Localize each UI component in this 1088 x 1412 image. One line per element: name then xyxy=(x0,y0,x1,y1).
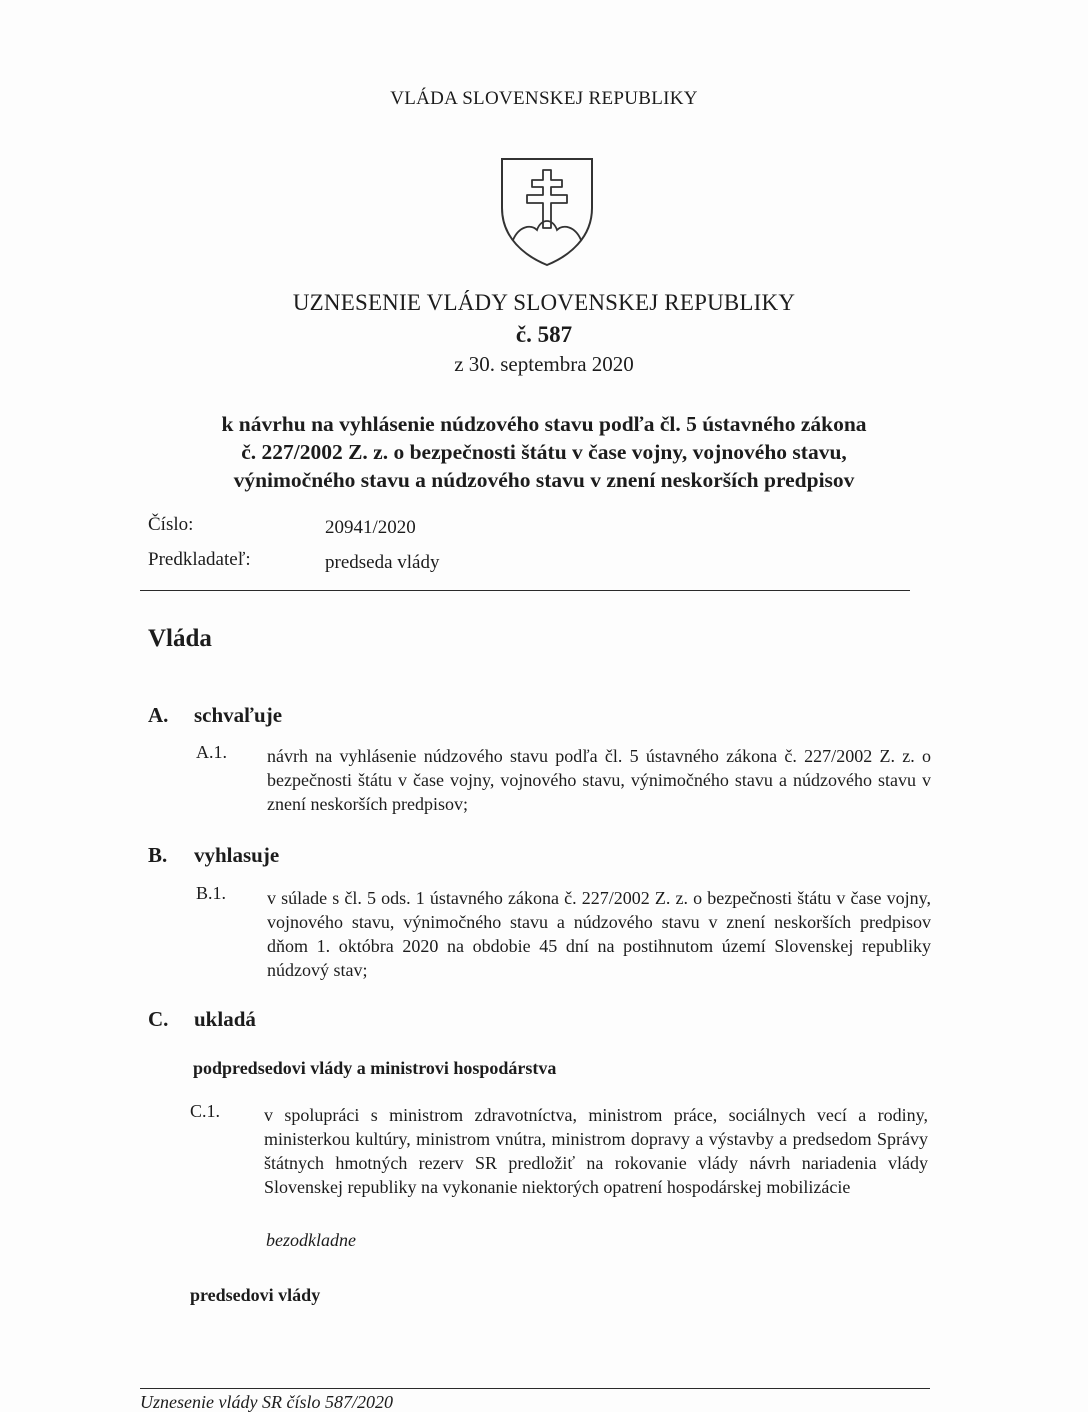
item-c1-deadline: bezodkladne xyxy=(266,1230,356,1250)
resolution-date: z 30. septembra 2020 xyxy=(454,352,634,376)
document-header: VLÁDA SLOVENSKEJ REPUBLIKY xyxy=(390,88,698,109)
section-a-title: schvaľuje xyxy=(194,703,283,727)
header-divider xyxy=(140,590,910,591)
footer-divider xyxy=(140,1388,930,1389)
section-c-letter: C. xyxy=(148,1007,169,1031)
cislo-label: Číslo: xyxy=(148,514,194,535)
subject-line: k návrhu na vyhlásenie núdzového stavu podľa čl. 5 ústavného zákona xyxy=(221,412,867,436)
slovak-coat-of-arms-icon xyxy=(499,156,595,268)
predkladatel-label: Predkladateľ: xyxy=(148,549,251,570)
section-b-title: vyhlasuje xyxy=(194,843,280,867)
resolution-number: č. 587 xyxy=(515,322,573,347)
body-heading: Vláda xyxy=(148,625,212,652)
cislo-value: 20941/2020 xyxy=(325,517,416,538)
addressee-pm: predsedovi vlády xyxy=(190,1285,321,1305)
resolution-subject xyxy=(0,410,1088,494)
page-footer: Uznesenie vlády SR číslo 587/2020 xyxy=(140,1392,393,1412)
subject-line: č. 227/2002 Z. z. o bezpečnosti štátu v čase vojny, vojnového stavu, xyxy=(241,440,847,464)
section-c-title: ukladá xyxy=(194,1007,256,1031)
resolution-title: UZNESENIE VLÁDY SLOVENSKEJ REPUBLIKY xyxy=(292,290,796,315)
item-a1-number: A.1. xyxy=(196,742,227,762)
item-b1-text: v súlade s čl. 5 ods. 1 ústavného zákona č. 227/2002 Z. z. o bezpečnosti štátu v čase vojny, vojnového stavu, výnimočného stavu a núdzového stavu v znení neskorších predpisov dňom 1. októbra 2020 na obdobie 45 dní na postihnutom území Slovenskej republiky núdzový stav; xyxy=(267,888,931,980)
item-c1-number: C.1. xyxy=(190,1101,221,1121)
section-a-letter: A. xyxy=(148,703,169,727)
predkladatel-value: predseda vlády xyxy=(325,552,440,573)
section-b-letter: B. xyxy=(148,843,168,867)
item-c1-text: v spolupráci s ministrom zdravotníctva, ministrom práce, sociálnych vecí a rodiny, ministerkou kultúry, ministrom vnútra, ministrom dopravy a výstavby a predsedom Správy štátnych hmotných rezerv SR predložiť na rokovanie vlády návrh nariadenia vlády Slovenskej republiky na vykonanie niektorých opatrení hospodárskej mobilizácie xyxy=(264,1105,928,1197)
item-b1-number: B.1. xyxy=(196,883,227,903)
addressee-deputy-pm: podpredsedovi vlády a ministrovi hospodárstva xyxy=(193,1058,557,1078)
item-a1-text: návrh na vyhlásenie núdzového stavu podľa čl. 5 ústavného zákona č. 227/2002 Z. z. o bezpečnosti štátu v čase vojny, vojnového stavu, výnimočného stavu a núdzového stavu v znení neskorších predpisov; xyxy=(267,746,931,814)
subject-line: výnimočného stavu a núdzového stavu v znení neskorších predpisov xyxy=(233,468,855,492)
